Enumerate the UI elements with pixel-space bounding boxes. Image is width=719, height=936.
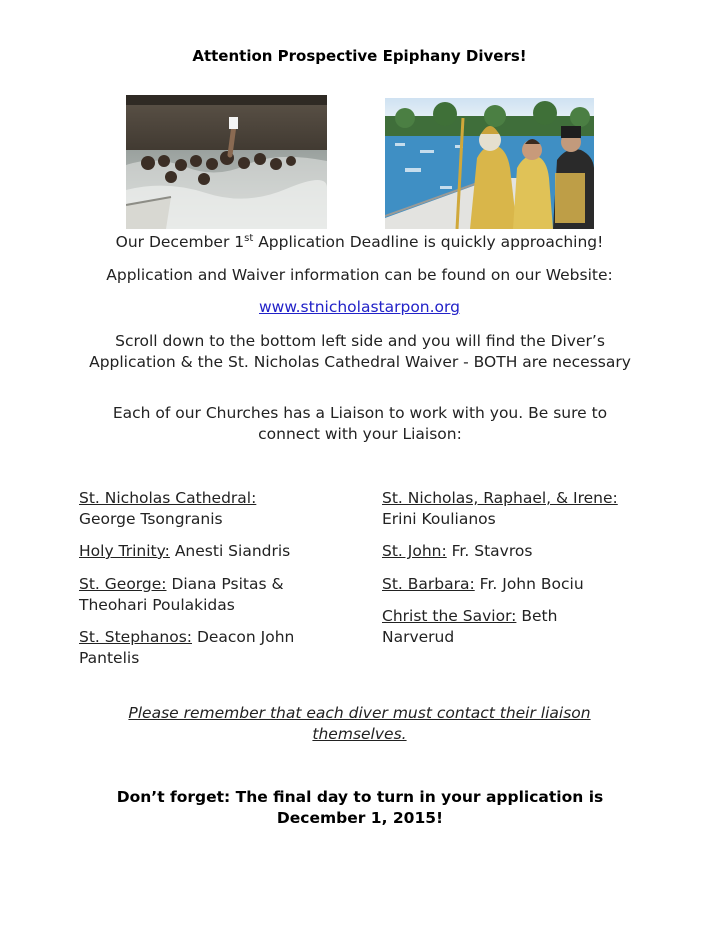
application-info-text: Application and Waiver information can be found on our Website: xyxy=(106,266,613,284)
page-title: Attention Prospective Epiphany Divers! xyxy=(192,47,527,65)
liaison-name: Fr. John Bociu xyxy=(479,575,584,593)
church-name: St. Barbara: xyxy=(382,575,475,593)
final-notice: Don’t forget: The final day to turn in your application is December 1, 2015! xyxy=(116,788,604,827)
contact-entry xyxy=(79,627,349,669)
liaison-name: Erini Koulianos xyxy=(382,510,496,528)
liaison-name: Anesti Siandris xyxy=(174,542,291,560)
liaison-name: George Tsongranis xyxy=(79,510,223,528)
deadline-ordinal-suffix: st xyxy=(244,233,254,244)
church-name: St. George: xyxy=(79,575,167,593)
contact-entry xyxy=(382,541,622,562)
contact-entry xyxy=(382,606,622,648)
church-name: St. John: xyxy=(382,542,447,560)
scroll-instructions: Scroll down to the bottom left side and you will find the Diver’s Application & the St. Nicholas Cathedral Waiver - BOTH are necessary xyxy=(89,332,631,371)
website-line xyxy=(0,297,719,318)
church-name: St. Nicholas Cathedral: xyxy=(79,489,257,507)
reminder-note: Please remember that each diver must contact their liaison themselves. xyxy=(128,704,591,743)
contact-entry xyxy=(79,541,349,562)
church-name: St. Stephanos: xyxy=(79,628,192,646)
liaison-name: Deacon John Pantelis xyxy=(79,628,295,667)
church-name: Holy Trinity: xyxy=(79,542,170,560)
contact-entry xyxy=(382,574,622,595)
contact-entry xyxy=(79,488,349,530)
liaison-name: Diana Psitas & Theohari Poulakidas xyxy=(79,575,284,614)
clergy-photo xyxy=(385,98,594,229)
liaison-name: Fr. Stavros xyxy=(451,542,533,560)
church-name: St. Nicholas, Raphael, & Irene: xyxy=(382,489,618,507)
divers-photo xyxy=(126,95,327,229)
deadline-text-after: Application Deadline is quickly approaching! xyxy=(253,233,604,251)
deadline-text-before: Our December 1 xyxy=(115,233,245,251)
church-name: Christ the Savior: xyxy=(382,607,517,625)
contact-entry xyxy=(79,574,349,616)
website-link[interactable]: www.stnicholastarpon.org xyxy=(259,298,460,316)
liaison-name: Beth Narverud xyxy=(382,607,558,646)
deadline-line xyxy=(0,232,719,253)
contact-entry xyxy=(382,488,622,530)
liaison-intro: Each of our Churches has a Liaison to work with you. Be sure to connect with your Liaison: xyxy=(112,404,608,443)
